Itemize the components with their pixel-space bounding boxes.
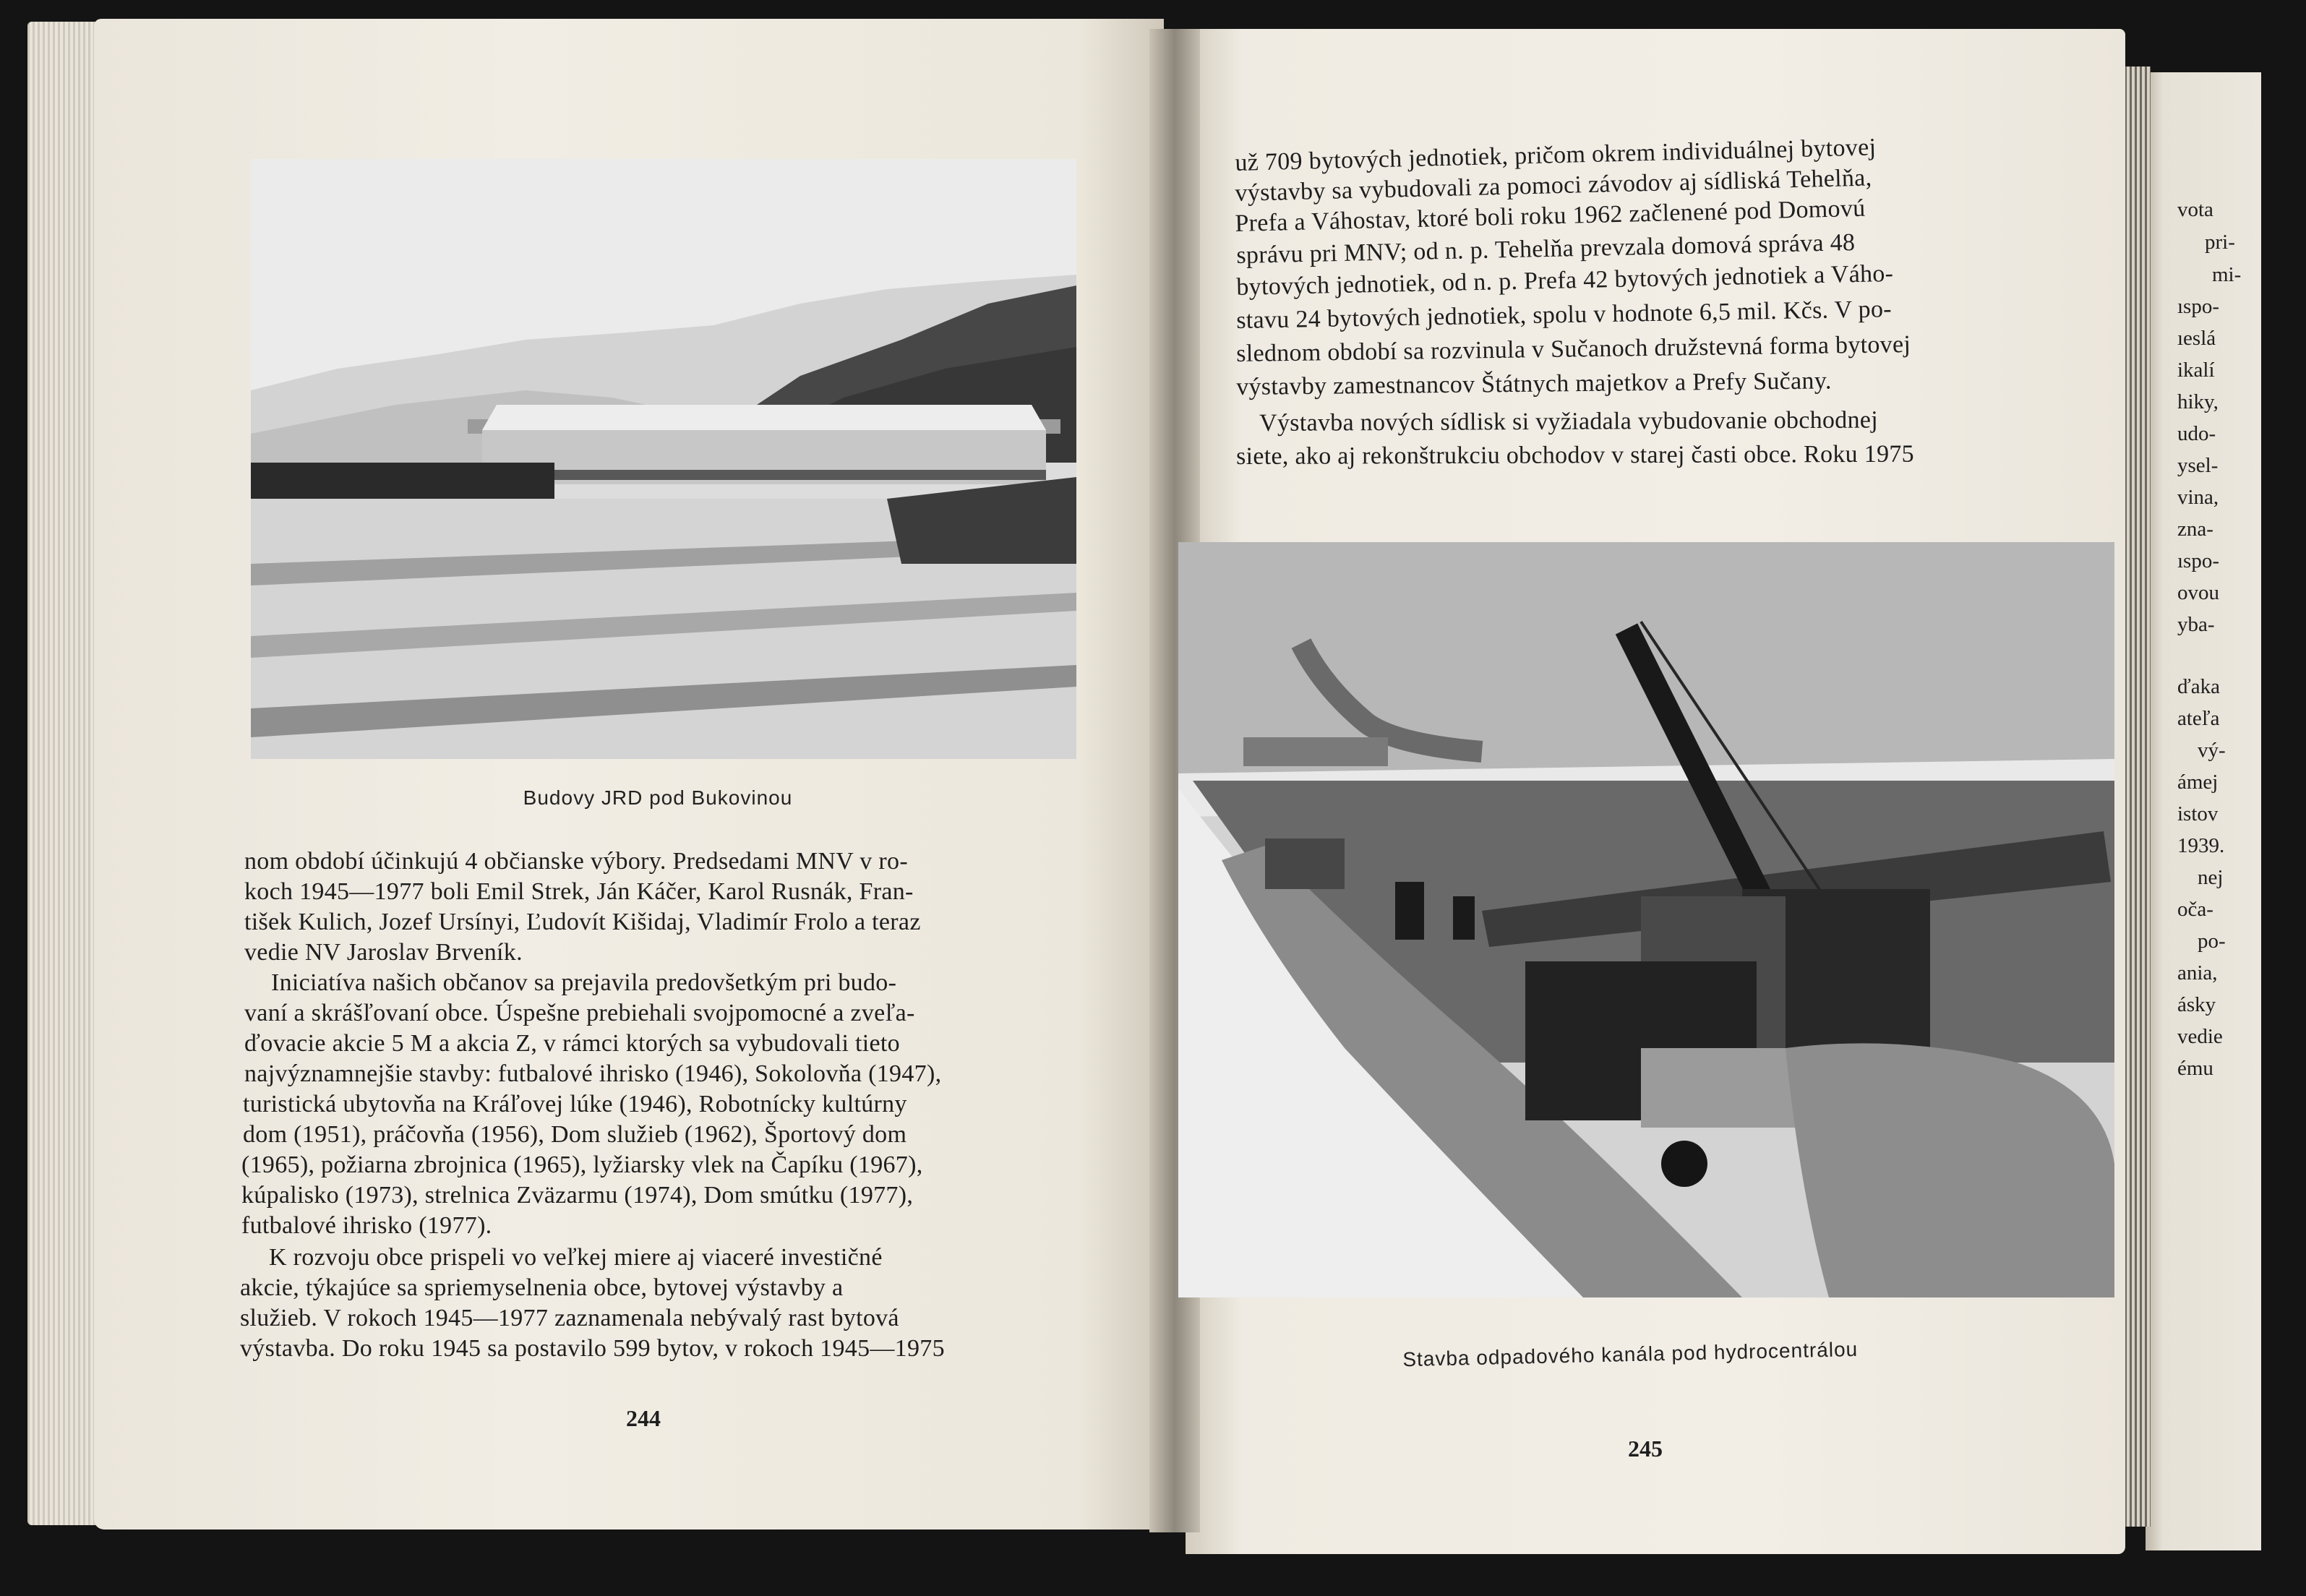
- text-fragment: ıspo-: [2177, 549, 2219, 572]
- text-fragment: oča-: [2177, 898, 2213, 921]
- text-line: už 709 bytových jednotiek, pričom okrem individuálnej bytovej: [1235, 134, 1877, 176]
- text-fragment: 1939.: [2177, 834, 2225, 857]
- text-line: K rozvoju obce prispeli vo veľkej miere aj viaceré investičné: [269, 1244, 883, 1271]
- text-fragment: hiky,: [2177, 390, 2219, 413]
- text-fragment: zna-: [2177, 518, 2213, 541]
- text-fragment: yba-: [2177, 613, 2215, 636]
- text-line: (1965), požiarna zbrojnica (1965), lyžiarsky vlek na Čapíku (1967),: [241, 1151, 923, 1178]
- text-fragment: istov: [2177, 802, 2219, 825]
- text-line: výstavby sa vybudovali za pomoci závodov aj sídliská Tehelňa,: [1235, 164, 1872, 207]
- text-line: slednom období sa rozvinula v Sučanoch družstevná forma bytovej: [1236, 330, 1911, 367]
- text-line: tišek Kulich, Jozef Ursínyi, Ľudovít Kišidaj, Vladimír Frolo a teraz: [244, 909, 921, 935]
- text-fragment: nej: [2198, 866, 2224, 889]
- text-fragment: vedie: [2177, 1025, 2223, 1048]
- text-fragment: ovou: [2177, 581, 2219, 604]
- text-line: siete, ako aj rekonštrukciu obchodov v starej časti obce. Roku 1975: [1236, 440, 1915, 470]
- text-fragment: po-: [2198, 930, 2226, 953]
- left-photo-caption: Budovy JRD pod Bukovinou: [523, 786, 793, 809]
- text-line: výstavby zamestnancov Štátnych majetkov a Prefy Sučany.: [1236, 367, 1832, 400]
- text-fragment: udo-: [2177, 422, 2216, 445]
- text-fragment: ďaka: [2177, 675, 2220, 698]
- text-line: stavu 24 bytových jednotiek, spolu v hodnote 6,5 mil. Kčs. V po-: [1236, 296, 1893, 334]
- text-line: ďovacie akcie 5 M a akcia Z, v rámci ktorých sa vybudovali tieto: [244, 1030, 900, 1057]
- text-line: služieb. V rokoch 1945—1977 zaznamenala nebývalý rast bytová: [240, 1305, 899, 1331]
- text-fragment: ıeslá: [2177, 327, 2216, 350]
- text-line: najvýznamnejšie stavby: futbalové ihrisko (1946), Sokolovňa (1947),: [244, 1060, 942, 1087]
- text-fragment: ému: [2177, 1057, 2213, 1080]
- text-fragment: ıspo-: [2177, 295, 2219, 318]
- text-fragment: pri-: [2205, 231, 2235, 254]
- text-fragment: vina,: [2177, 486, 2219, 509]
- text-fragment: ikalí: [2177, 359, 2215, 382]
- left-page-number: 244: [626, 1405, 661, 1431]
- text-fragment: ateľa: [2177, 707, 2220, 730]
- text-fragment: mi-: [2212, 263, 2242, 286]
- canal-construction-photo: [1178, 542, 2114, 1297]
- right-photo-caption: Stavba odpadového kanála pod hydrocentrálou: [1402, 1337, 1859, 1371]
- text-line: Prefa a Váhostav, ktoré boli roku 1962 začlenené pod Domovú: [1235, 194, 1866, 237]
- text-line: správu pri MNV; od n. p. Tehelňa prevzala domová správa 48: [1236, 229, 1856, 269]
- text-fragment: ania,: [2177, 961, 2218, 984]
- text-line: bytových jednotiek, od n. p. Prefa 42 bytových jednotiek a Váho-: [1236, 259, 1894, 301]
- text-line: Iniciatíva našich občanov sa prejavila predovšetkým pri budo-: [271, 969, 897, 996]
- text-line: vaní a skrášľovaní obce. Úspešne prebiehali svojpomocné a zveľa-: [244, 1000, 915, 1026]
- text-line: kúpalisko (1973), strelnica Zväzarmu (1974), Dom smútku (1977),: [241, 1182, 914, 1209]
- text-line: výstavba. Do roku 1945 sa postavilo 599 bytov, v rokoch 1945—1975: [240, 1335, 945, 1362]
- right-page-number: 245: [1628, 1436, 1663, 1462]
- text-line: futbalové ihrisko (1977).: [241, 1212, 492, 1239]
- jrd-buildings-photo: [251, 159, 1076, 759]
- text-line: nom období účinkujú 4 občianske výbory. Predsedami MNV v ro-: [244, 848, 908, 875]
- text-line: koch 1945—1977 boli Emil Strek, Ján Káčer, Karol Rusnák, Fran-: [244, 878, 914, 905]
- text-line: Výstavba nových sídlisk si vyžiadala vybudovanie obchodnej: [1259, 406, 1879, 437]
- text-fragment: vota: [2177, 198, 2213, 221]
- text-line: akcie, týkajúce sa spriemyselnenia obce, bytovej výstavby a: [240, 1274, 844, 1301]
- text-fragment: ysel-: [2177, 454, 2219, 477]
- text-fragment: vý-: [2198, 739, 2226, 762]
- text-fragment: ásky: [2177, 993, 2216, 1016]
- text-fragment: ámej: [2177, 771, 2219, 794]
- text-line: dom (1951), práčovňa (1956), Dom služieb (1962), Športový dom: [243, 1121, 907, 1148]
- text-line: vedie NV Jaroslav Brveník.: [244, 939, 523, 966]
- text-line: turistická ubytovňa na Kráľovej lúke (1946), Robotnícky kultúrny: [243, 1091, 907, 1117]
